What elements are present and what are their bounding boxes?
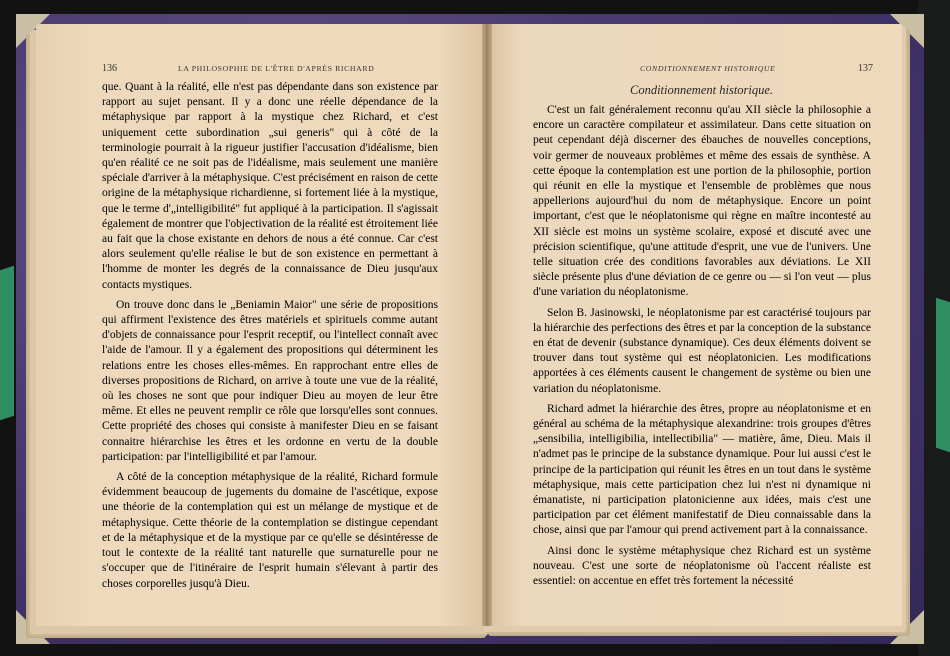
left-running-head: LA PHILOSOPHIE DE L'ÊTRE D'APRÈS RICHARD <box>178 64 375 73</box>
section-title: Conditionnement historique. <box>630 83 774 97</box>
left-paragraph-1: que. Quant à la réalité, elle n'est pas dépendante dans son existence par rapport au sujet pensant. Il y a donc une réelle dépendance de la métaphysique par rapport à la mystique chez Richard, et c'est uniquement cette subordination „sui generis" qui à côté de la terminologie pourrait à la rigueur justifier l'accusation d'idéalisme, bien qu'en réalité ce ne soit pas de l'idéalisme, mais seulement une manière spéciale d'arriver à la métaphysique. C'est précisément en raison de cette origine de la métaphysique richardienne, si fortement liée à la mystique, que le terme d'„intelligibilité" fut appliqué à la participation. Il s'agissait également de montrer que l'objectivation de la réalité est étroitement liée au fait que la chose existante en dehors de nous a été connue. Car c'est alors seulement qu'elle réalise le but de son existence en permettant à l'homme de monter les degrés de la connaissance de Dieu jusqu'aux contacts mystiques. <box>102 81 438 291</box>
left-page-number: 136 <box>102 63 117 74</box>
left-paragraph-3: A côté de la conception métaphysique de la réalité, Richard formule évidemment beaucoup de jugements du domaine de l'ascétique, expose une théorie de la contemplation qui est un mélange de mystique et de métaphysique. Cette théorie de la contemplation se distingue cependant et de la métaphysique et de la mystique par ce qu'elle se désintéresse de tout le contexte de la réalité tant naturelle que surnaturelle pour ne s'occuper que de l'itinéraire de l'esprit humain s'élevant à partir des choses corporelles jusqu'à Dieu. <box>102 471 438 590</box>
right-page-number: 137 <box>858 63 873 74</box>
left-text-block <box>102 80 438 592</box>
right-paragraph-4: Ainsi donc le système métaphysique chez Richard est un système nouveau. C'est une sorte de néoplatonisme où l'accent réaliste est essentiel: on accentue en effet très fortement la nécessité <box>533 544 871 588</box>
right-paragraph-1: C'est un fait généralement reconnu qu'au XII siècle la philosophie a encore un caractère compilateur et assimilateur. Dans cette situation on peut cependant déjà discerner des ébauches de nouvelles conceptions, voir germer de nouveaux problèmes et même des essais de synthèse. A cette époque la contemplation est une portion de la philosophie, portion qui réunit en elle la mystique et l'ensemble de problèmes que nous appellerions aujourd'hui du nom de métaphysique. Encore un point important, c'est que le néoplatonisme qui règne en maître incontesté au XII siècle est moins un système scolaire, exposé et discuté avec une précision scientifique, qu'une attitude d'esprit, une vue de l'univers. Une telle situation crée des conditions favorables aux déviations. Le XII siècle présente plus d'une déviation de ce genre ou — si l'on veut — plus d'une variation du néoplatonisme. <box>533 104 871 299</box>
right-text-block <box>533 103 871 589</box>
green-bookmark-right <box>936 298 950 453</box>
right-paragraph-2: Selon B. Jasinowski, le néoplatonisme par est caractérisé toujours par la hiérarchie des perfections des êtres et par la conception de la substance en état de devenir (substance dynamique). Ces deux éléments doivent se trouver dans tout système qui est néoplatonicien. Les modifications apportées à ces éléments causent le changement de système ou bien une variation du néoplatonisme. <box>533 306 871 395</box>
right-running-head: CONDITIONNEMENT HISTORIQUE <box>640 64 776 73</box>
left-paragraph-2: On trouve donc dans le „Beniamin Maior" une série de propositions qui affirment l'existence des êtres matériels et spirituels comme autant d'objets de connaissance pour l'esprit receptif, ou l'intellect connaît avec l'aide de l'amour. Il y a également des propositions qui déterminent les relations entre les choses elles-mêmes. En rapprochant entre elles de diverses propositions de Richard, on arrive à toute une vue de la réalité, où les choses ne sont que pour indiquer Dieu au moyen de leur être même. Et elles ne peuvent remplir ce rôle que lorsqu'elles sont connues. Cette propriété des choses qui consiste à manifester Dieu en se faisant connaitre hiérarchise les êtres et les ordonne en vertu de la double participation: par l'intelligibilité et par l'amour. <box>102 298 438 463</box>
green-bookmark-left <box>0 266 14 421</box>
right-paragraph-3: Richard admet la hiérarchie des êtres, propre au néoplatonisme et en général au schéma de la métaphysique alexandrine: trois groupes d'êtres „sensibilia, intelligibilia, intellectibilia" — matière, âme, Dieu. Mais il n'admet pas le principe de la substance dynamique. Pour lui aussi c'est le principe de la participation qui réunit les êtres en un tout dans le système métaphysique, mais cette participation chez lui n'est ni dynamique ni émanatiste, ni participation platonicienne aux idées, mais c'est une participation par cet élément manifestatif de Dieu connaissable dans la chose, ainsi que par l'amour qui prend activement part à la connaissance. <box>533 402 871 537</box>
book-gutter <box>482 24 492 626</box>
